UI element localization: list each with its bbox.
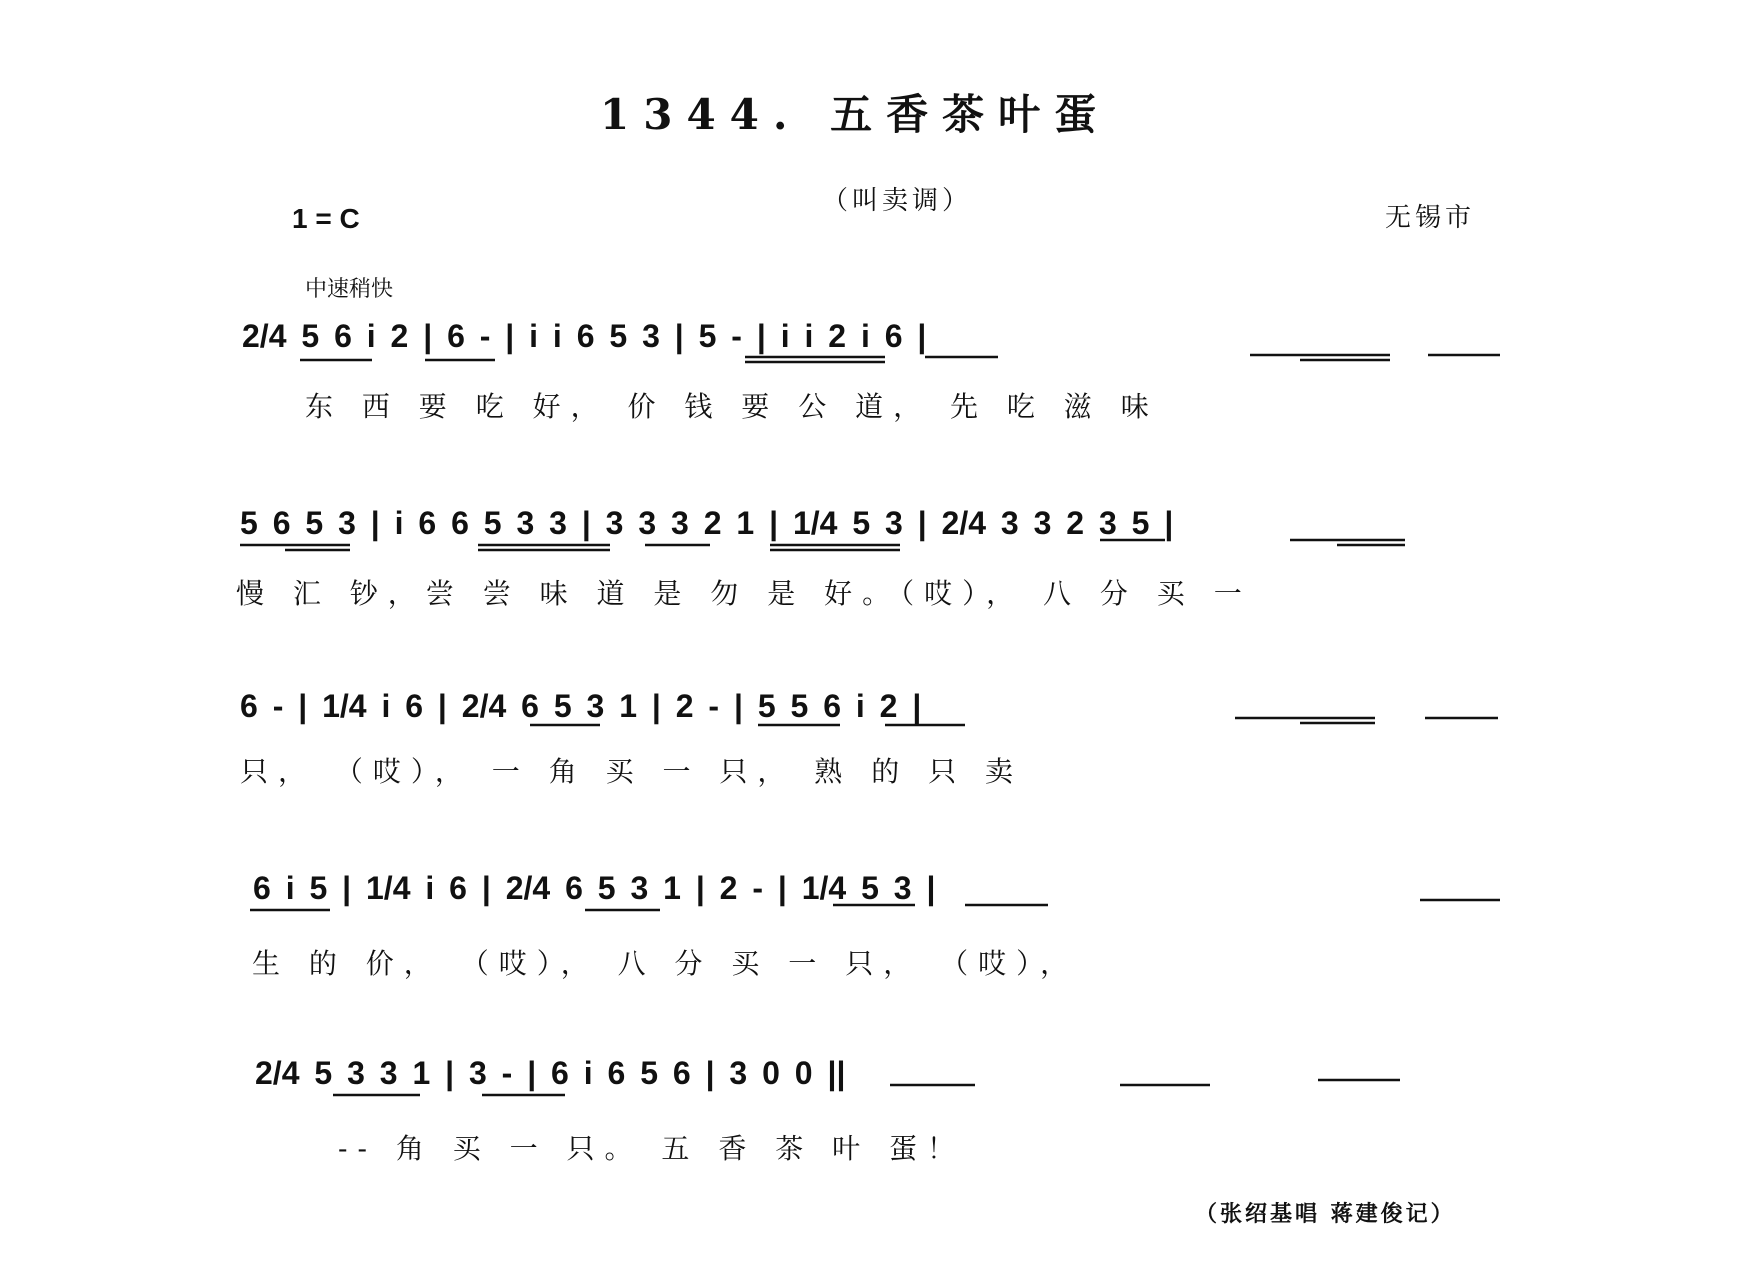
lyrics-line-3: 只， （哎）， 一 角 买 一 只， 熟 的 只 卖 — [240, 755, 1024, 788]
lyrics-line-4: 生 的 价， （哎）， 八 分 买 一 只， （哎）， — [252, 947, 1079, 980]
region-label: 无锡市 — [1385, 203, 1476, 233]
lyrics-line-2: 慢 汇 钞，尝 尝 味 道 是 勿 是 好。（哎）， 八 分 买 一 — [236, 577, 1252, 610]
song-subtitle: （叫卖调） — [822, 186, 973, 216]
song-title: 1344. 五香茶叶蛋 — [600, 90, 1111, 139]
key-signature: 1 = C — [292, 203, 360, 234]
notation-line-4: 6 i 5 | 1/4 i 6 | 2/4 6 5 3 1 | 2 - | 1/4 5 3 | — [253, 870, 936, 906]
notation-line-2: 5 6 5 3 | i 6 6 5 3 3 | 3 3 3 2 1 | 1/4 5 3 | 2/4 3 3 2 3 5 | — [240, 505, 1174, 541]
performer-credit: （张绍基唱 蒋建俊记） — [1195, 1201, 1456, 1227]
lyrics-line-1: 东 西 要 吃 好， 价 钱 要 公 道， 先 吃 滋 味 — [305, 390, 1159, 423]
notation-line-1: 2/4 5 6 i 2 | 6 - | i i 6 5 3 | 5 - | i i 2 i 6 | — [242, 318, 927, 354]
tempo-marking: 中速稍快 — [305, 277, 394, 302]
lyrics-line-5: -- 角 买 一 只。 五 香 茶 叶 蛋！ — [338, 1132, 966, 1165]
notation-line-3: 6 - | 1/4 i 6 | 2/4 6 5 3 1 | 2 - | 5 5 6 i 2 | — [240, 688, 922, 724]
notation-line-5: 2/4 5 3 3 1 | 3 - | 6 i 6 5 6 | 3 0 0 || — [255, 1055, 846, 1091]
